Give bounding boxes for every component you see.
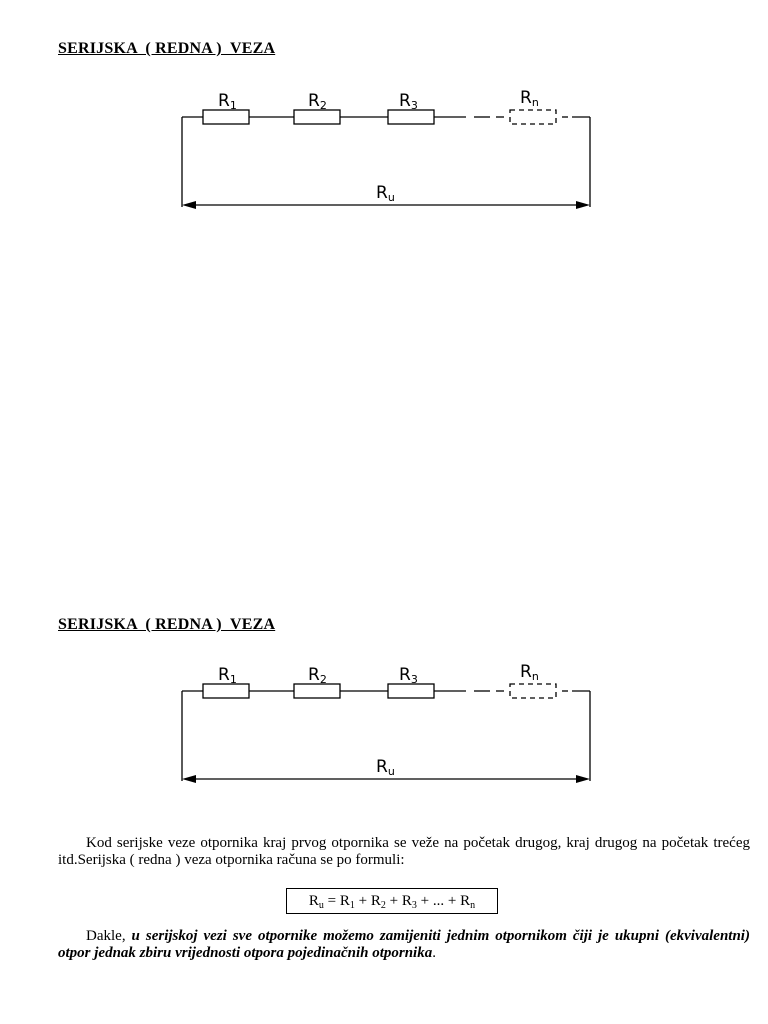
section-heading-2: SERIJSKA ( REDNA ) VEZA bbox=[58, 616, 276, 633]
conclusion-lead: Dakle, bbox=[86, 928, 132, 944]
section-heading-1: SERIJSKA ( REDNA ) VEZA bbox=[58, 40, 276, 57]
label-ru: Ru bbox=[376, 183, 395, 204]
formula-lhs: $R_u$ bbox=[308, 893, 324, 911]
conclusion-paragraph bbox=[58, 928, 750, 962]
conclusion-tail: . bbox=[432, 945, 436, 961]
arrowhead-right bbox=[576, 775, 590, 783]
formula-plus: + bbox=[420, 893, 430, 909]
series-circuit-diagram-1 bbox=[170, 82, 600, 212]
label-r2: R2 bbox=[308, 665, 327, 686]
label-r3: R3 bbox=[399, 91, 418, 112]
resistor-rn bbox=[510, 684, 556, 698]
circuit-svg bbox=[170, 82, 600, 212]
label-ru: Ru bbox=[376, 757, 395, 778]
resistor-r2 bbox=[294, 684, 340, 698]
formula-term-2: $R_2$ bbox=[370, 893, 386, 911]
label-r3: R3 bbox=[399, 665, 418, 686]
arrowhead-left bbox=[182, 775, 196, 783]
arrowhead-left bbox=[182, 201, 196, 209]
resistor-r3 bbox=[388, 684, 434, 698]
explanation-paragraph bbox=[58, 835, 750, 869]
formula-equals: = bbox=[327, 893, 337, 909]
series-circuit-diagram-2 bbox=[170, 656, 600, 786]
label-r1: R1 bbox=[218, 665, 237, 686]
resistor-r1 bbox=[203, 110, 249, 124]
resistor-r2 bbox=[294, 110, 340, 124]
formula-plus: + bbox=[389, 893, 399, 909]
conclusion-emphasis: u serijskoj vezi sve otpornike možemo zamijeniti jednim otpornikom čiji je ukupni (ekvivalentni) otpor jednak zbiru vrijednosti otpora pojedinačnih otpornika bbox=[58, 928, 750, 961]
resistor-r1 bbox=[203, 684, 249, 698]
label-r2: R2 bbox=[308, 91, 327, 112]
resistor-r3 bbox=[388, 110, 434, 124]
label-rn: Rn bbox=[520, 662, 539, 683]
formula-ellipsis: ... bbox=[432, 893, 445, 909]
formula-plus: + bbox=[447, 893, 457, 909]
label-r1: R1 bbox=[218, 91, 237, 112]
label-rn: Rn bbox=[520, 88, 539, 109]
explanation-text: Kod serijske veze otpornika kraj prvog otpornika se veže na početak drugog, kraj drugog na početak trećeg itd.Serijska ( redna ) veza otpornika računa se po formuli: bbox=[58, 835, 750, 868]
formula-plus: + bbox=[358, 893, 368, 909]
formula-term-n: $R_n$ bbox=[460, 893, 476, 911]
resistor-rn bbox=[510, 110, 556, 124]
formula-term-1: $R_1$ bbox=[339, 893, 355, 911]
formula-term-3: $R_3$ bbox=[401, 893, 417, 911]
circuit-svg bbox=[170, 656, 600, 786]
arrowhead-right bbox=[576, 201, 590, 209]
series-formula-box bbox=[286, 888, 498, 914]
